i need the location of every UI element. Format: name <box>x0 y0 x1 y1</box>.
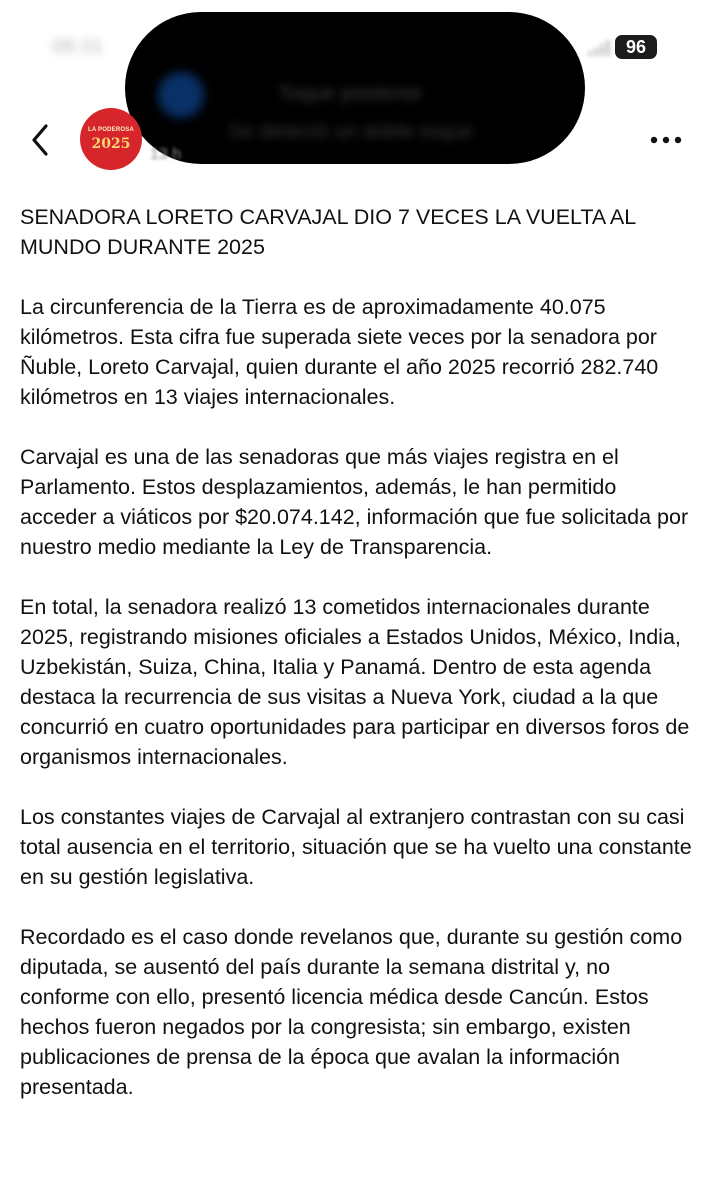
battery-level: 96 <box>625 36 647 57</box>
avatar-brand-text: LA PODEROSA <box>88 127 134 133</box>
article-paragraph: En total, la senadora realizó 13 cometidos internacionales durante 2025, registrando misiones oficiales a Estados Unidos, México, India, Uzbekistán, Suiza, China, Italia y Panamá. Dentro de esta agenda destaca la recurrencia de sus visitas a Nueva York, ciudad a la que concurrió en cuatro oportunidades para participar en diversos foros de organismos internacionales. <box>20 595 690 769</box>
post-timestamp: 13 h <box>150 146 182 163</box>
notification-subtitle: Se detectó un doble toque <box>228 120 474 143</box>
status-time: 08:31 <box>52 36 104 58</box>
more-options-button[interactable] <box>646 130 686 150</box>
app-icon <box>158 72 204 118</box>
chevron-left-icon <box>22 120 58 160</box>
article-paragraph: La circunferencia de la Tierra es de aproximadamente 40.075 kilómetros. Esta cifra fue superada siete veces por la senadora por Ñuble, Loreto Carvajal, quien durante el año 2025 recorrió 282.740 kilómetros en 13 viajes internacionales. <box>20 295 659 409</box>
back-button[interactable] <box>22 120 58 160</box>
article-title: SENADORA LORETO CARVAJAL DIO 7 VECES LA VUELTA AL MUNDO DURANTE 2025 <box>20 205 636 259</box>
article-paragraph: Carvajal es una de las senadoras que más viajes registra en el Parlamento. Estos desplazamientos, además, le han permitido acceder a viáticos por $20.074.142, información que fue solicitada por nuestro medio mediante la Ley de Transparencia. <box>20 445 689 559</box>
avatar-year-text: 2025 <box>91 136 131 152</box>
article-body <box>20 202 692 1102</box>
signal-bars-icon <box>588 40 612 56</box>
article-paragraph: Los constantes viajes de Carvajal al extranjero contrastan con su casi total ausencia en el territorio, situación que se ha vuelto una constante en su gestión legislativa. <box>20 805 692 889</box>
notification-title: Toque posterior <box>278 82 423 105</box>
battery-icon <box>615 35 657 59</box>
article-paragraph: Recordado es el caso donde revelanos que, durante su gestión como diputada, se ausentó del país durante la semana distrital y, no conforme con ello, presentó licencia médica desde Cancún. Estos hechos fueron negados por la congresista; sin embargo, existen publicaciones de prensa de la época que avalan la información presentada. <box>20 925 683 1099</box>
avatar[interactable] <box>80 108 142 170</box>
more-horizontal-icon <box>646 130 686 150</box>
